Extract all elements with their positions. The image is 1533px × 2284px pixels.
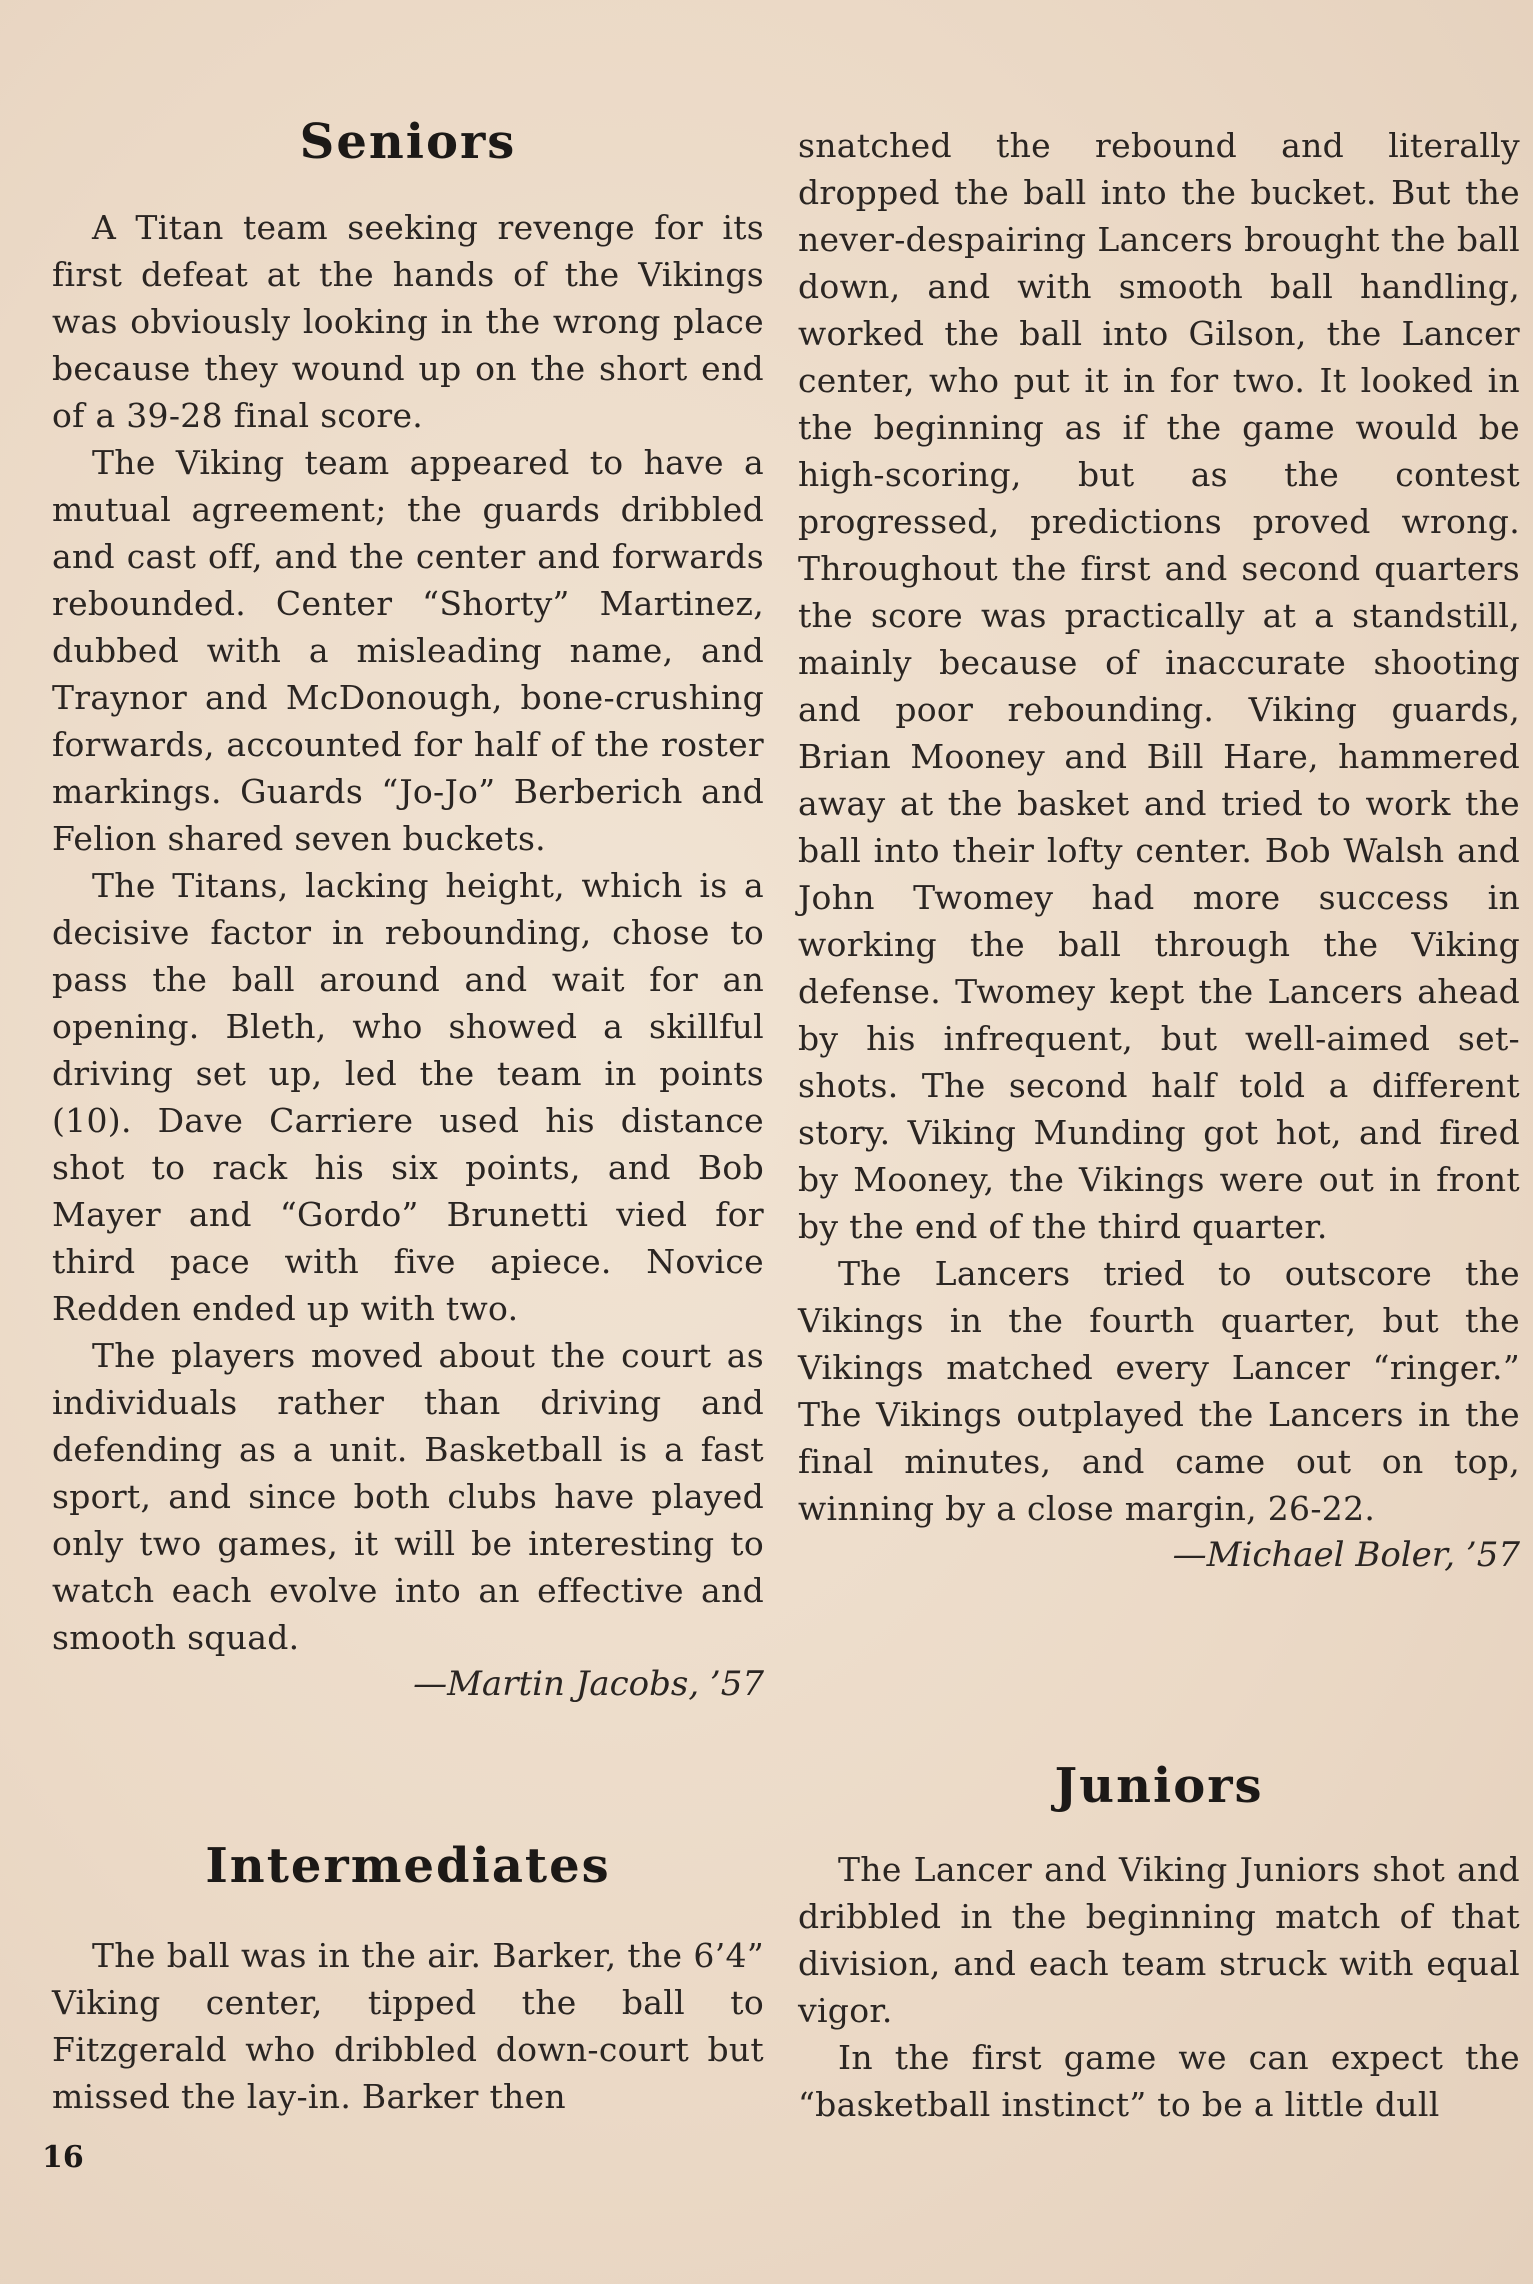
intermediates-paragraph-last: The Lancers tried to outscore the Vikings in the fourth quarter, but the Vikings matched every Lancer “ringer.” The Vikings outplayed the Lancers in the final minutes, and came out on top, winning by a close margin, 26-22. <box>798 1254 1520 1528</box>
intermediates-byline: —Michael Boler, ’57 <box>1172 1535 1520 1575</box>
juniors-paragraph-2: In the first game we can expect the “basketball instinct” to be a little dull <box>798 2038 1520 2124</box>
seniors-paragraph-1: A Titan team seeking revenge for its first defeat at the hands of the Vikings was obviously looking in the wrong place because they wound up on the short end of a 39-28 final score. <box>52 208 764 435</box>
seniors-paragraph-2: The Viking team appeared to have a mutual agreement; the guards dribbled and cast off, and the center and forwards rebounded. Center “Shorty” Martinez, dubbed with a misleading name, and Traynor and McDonough, bone-crushing forwards, accounted for half of the roster markings. Guards “Jo-Jo” Berberich and Felion shared seven buckets. <box>52 443 764 858</box>
right-column <box>798 0 1520 2284</box>
seniors-paragraph-4: The players moved about the court as individuals rather than driving and defending as a unit. Basketball is a fast sport, and since both clubs have played only two games, it will be interesting to watch each evolve into an effective and smooth squad. <box>52 1336 764 1657</box>
intermediates-paragraph-continued: snatched the rebound and literally dropped the ball into the bucket. But the never-despairing Lancers brought the ball down, and with smooth ball handling, worked the ball into Gilson, the Lancer center, who put it in for two. It looked in the beginning as if the game would be high-scoring, but as the contest progressed, predictions proved wrong. Throughout the first and second quarters the score was practically at a standstill, mainly because of inaccurate shooting and poor rebounding. Viking guards, Brian Mooney and Bill Hare, hammered away at the basket and tried to work the ball into their lofty center. Bob Walsh and John Twomey had more success in working the ball through the Viking defense. Twomey kept the Lancers ahead by his infrequent, but well-aimed set-shots. The second half told a different story. Viking Munding got hot, and fired by Mooney, the Vikings were out in front by the end of the third quarter. <box>798 126 1520 1246</box>
seniors-paragraph-3: The Titans, lacking height, which is a decisive factor in rebounding, chose to pass the ball around and wait for an opening. Bleth, who showed a skillful driving set up, led the team in points (10). Dave Carriere used his distance shot to rack his six points, and Bob Mayer and “Gordo” Brunetti vied for third pace with five apiece. Novice Redden ended up with two. <box>52 866 764 1328</box>
seniors-heading: Seniors <box>299 114 517 170</box>
intermediates-heading: Intermediates <box>205 1838 611 1894</box>
juniors-paragraph-1: The Lancer and Viking Juniors shot and dribbled in the beginning match of that division, and each team struck with equal vigor. <box>798 1850 1520 2030</box>
juniors-heading: Juniors <box>1054 1758 1264 1814</box>
seniors-byline: —Martin Jacobs, ’57 <box>413 1664 764 1704</box>
intermediates-paragraph-start: The ball was in the air. Barker, the 6’4” Viking center, tipped the ball to Fitzgerald who dribbled down-court but missed the lay-in. Barker then <box>52 1936 764 2116</box>
left-column <box>52 0 764 2284</box>
page-number: 16 <box>42 2140 84 2175</box>
